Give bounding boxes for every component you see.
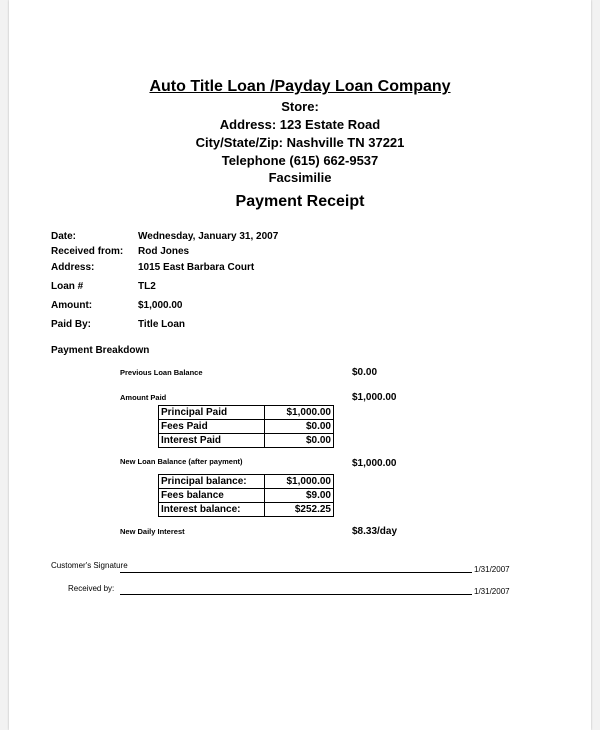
paid-by-label: Paid By: (51, 319, 92, 330)
new-balance-value: $1,000.00 (352, 458, 397, 469)
receipt-title: Payment Receipt (235, 193, 365, 210)
fax-line: Facsimilie (268, 170, 332, 185)
telephone-line: Telephone (615) 662-9537 (221, 153, 379, 168)
principal-balance-value: $1,000.00 (265, 475, 334, 489)
address-label: Address: (51, 262, 95, 273)
principal-balance-label: Principal balance: (159, 475, 265, 489)
interest-balance-label: Interest balance: (159, 503, 265, 517)
customer-signature-date: 1/31/2007 (474, 565, 510, 574)
principal-paid-value: $1,000.00 (265, 406, 334, 420)
address-value: 1015 East Barbara Court (138, 262, 255, 273)
received-by-line[interactable] (120, 594, 472, 595)
principal-paid-label: Principal Paid (159, 406, 265, 420)
table-row (159, 420, 334, 434)
received-by-label: Received by: (68, 584, 115, 593)
table-row (159, 503, 334, 517)
interest-paid-label: Interest Paid (159, 434, 265, 448)
fees-balance-value: $9.00 (265, 489, 334, 503)
amount-value: $1,000.00 (138, 300, 183, 311)
date-value: Wednesday, January 31, 2007 (138, 231, 279, 242)
company-name: Auto Title Loan /Payday Loan Company (149, 78, 451, 95)
interest-balance-value: $252.25 (265, 503, 334, 517)
date-label: Date: (51, 231, 77, 242)
loan-number-value: TL2 (138, 281, 156, 292)
loan-number-label: Loan # (51, 281, 84, 292)
table-row (159, 406, 334, 420)
daily-interest-label: New Daily Interest (120, 527, 185, 536)
address-line: Address: 123 Estate Road (219, 117, 381, 132)
customer-signature-label: Customer's Signature (51, 561, 128, 570)
received-from-value: Rod Jones (138, 246, 190, 257)
previous-balance-value: $0.00 (352, 367, 378, 378)
amount-paid-value: $1,000.00 (352, 392, 397, 403)
table-row (159, 475, 334, 489)
breakdown-heading: Payment Breakdown (51, 345, 150, 356)
amount-paid-label: Amount Paid (120, 393, 167, 402)
table-row (159, 489, 334, 503)
received-by-date: 1/31/2007 (474, 587, 510, 596)
balance-breakdown-table (158, 474, 334, 517)
previous-balance-label: Previous Loan Balance (120, 368, 203, 377)
amount-label: Amount: (51, 300, 93, 311)
daily-interest-value: $8.33/day (352, 526, 398, 537)
paid-by-value: Title Loan (138, 319, 186, 330)
received-from-label: Received from: (51, 246, 124, 257)
store-line: Store: (281, 99, 319, 114)
paid-breakdown-table (158, 405, 334, 448)
customer-signature-line[interactable] (120, 572, 472, 573)
interest-paid-value: $0.00 (265, 434, 334, 448)
table-row (159, 434, 334, 448)
city-line: City/State/Zip: Nashville TN 37221 (195, 135, 405, 150)
fees-paid-value: $0.00 (265, 420, 334, 434)
fees-paid-label: Fees Paid (159, 420, 265, 434)
fees-balance-label: Fees balance (159, 489, 265, 503)
new-balance-label: New Loan Balance (after payment) (120, 457, 243, 466)
